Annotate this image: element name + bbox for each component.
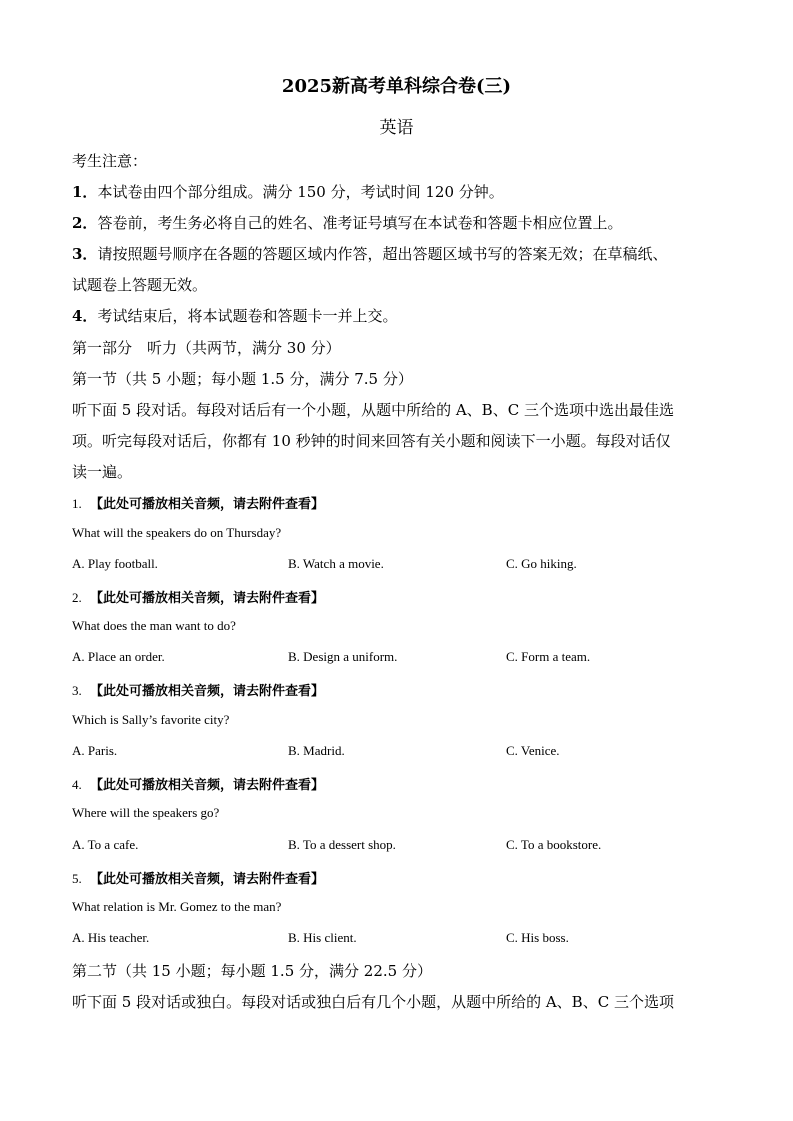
audio-line — [72, 868, 324, 887]
notice-item — [72, 181, 504, 202]
notice-num: 1． — [72, 183, 98, 201]
part1-heading: 第一部分 听力（共两节，满分 30 分） — [72, 339, 341, 357]
notice-num: 2． — [72, 214, 98, 232]
option-c: C. Venice. — [506, 743, 560, 758]
question-text: What relation is Mr. Gomez to the man? — [72, 899, 282, 914]
question-text: What will the speakers do on Thursday? — [72, 525, 282, 540]
option-a: A. Play football. — [72, 556, 158, 571]
question-number: 1. — [72, 496, 82, 511]
notice-num: 4． — [72, 307, 98, 325]
option-b: B. His client. — [288, 930, 357, 945]
notice-item — [72, 305, 397, 326]
option-b: B. Design a uniform. — [288, 649, 398, 664]
option-c: C. Go hiking. — [506, 556, 577, 571]
option-a: A. Place an order. — [72, 649, 165, 664]
audio-line — [72, 587, 324, 606]
option-a: A. To a cafe. — [72, 837, 139, 852]
question-text: Where will the speakers go? — [72, 805, 220, 820]
section1-instruction: 项。听完每段对话后，你都有 10 秒钟的时间来回答有关小题和阅读下一小题。每段对话仅 — [72, 432, 671, 450]
notice-item — [72, 212, 622, 233]
question-number: 3. — [72, 683, 82, 698]
notice-num: 3． — [72, 245, 98, 263]
option-a: A. Paris. — [72, 743, 118, 758]
audio-link[interactable]: 【此处可播放相关音频，请去附件查看】 — [90, 496, 325, 511]
audio-link[interactable]: 【此处可播放相关音频，请去附件查看】 — [90, 871, 325, 886]
notice-heading: 考生注意： — [72, 152, 148, 170]
option-b: B. Watch a movie. — [288, 556, 384, 571]
question-number: 5. — [72, 871, 82, 886]
option-b: B. To a dessert shop. — [288, 837, 396, 852]
option-c: C. His boss. — [506, 930, 569, 945]
question-text: Which is Sally’s favorite city? — [72, 712, 230, 727]
audio-link[interactable]: 【此处可播放相关音频，请去附件查看】 — [90, 777, 325, 792]
audio-link[interactable]: 【此处可播放相关音频，请去附件查看】 — [90, 683, 325, 698]
option-b: B. Madrid. — [288, 743, 345, 758]
notice-item-continued: 试题卷上答题无效。 — [72, 276, 208, 294]
option-c: C. To a bookstore. — [506, 837, 602, 852]
exam-title: 2025新高考单科综合卷(三) — [281, 76, 512, 97]
audio-line — [72, 774, 324, 793]
notice-text: 答卷前，考生务必将自己的姓名、准考证号填写在本试卷和答题卡相应位置上。 — [97, 214, 623, 232]
section1-heading: 第一节（共 5 小题；每小题 1.5 分，满分 7.5 分） — [72, 370, 413, 388]
notice-text: 请按照题号顺序在各题的答题区域内作答，超出答题区域书写的答案无效；在草稿纸、 — [97, 245, 668, 263]
question-number: 4. — [72, 777, 82, 792]
question-text: What does the man want to do? — [72, 618, 236, 633]
section1-instruction: 读一遍。 — [72, 463, 133, 481]
question-number: 2. — [72, 590, 82, 605]
notice-item — [72, 243, 667, 264]
audio-line — [72, 680, 324, 699]
section1-instruction: 听下面 5 段对话。每段对话后有一个小题，从题中所给的 A、B、C 三个选项中选出最佳选 — [72, 401, 674, 419]
audio-link[interactable]: 【此处可播放相关音频，请去附件查看】 — [90, 590, 325, 605]
notice-text: 考试结束后，将本试题卷和答题卡一并上交。 — [97, 307, 398, 325]
section2-heading: 第二节（共 15 小题；每小题 1.5 分，满分 22.5 分） — [72, 962, 432, 980]
notice-text: 本试卷由四个部分组成。满分 150 分，考试时间 120 分钟。 — [97, 183, 504, 201]
audio-line — [72, 493, 324, 512]
option-a: A. His teacher. — [72, 930, 150, 945]
subject-heading: 英语 — [379, 118, 414, 138]
option-c: C. Form a team. — [506, 649, 591, 664]
section2-instruction: 听下面 5 段对话或独白。每段对话或独白后有几个小题，从题中所给的 A、B、C 三个选项 — [72, 993, 674, 1011]
